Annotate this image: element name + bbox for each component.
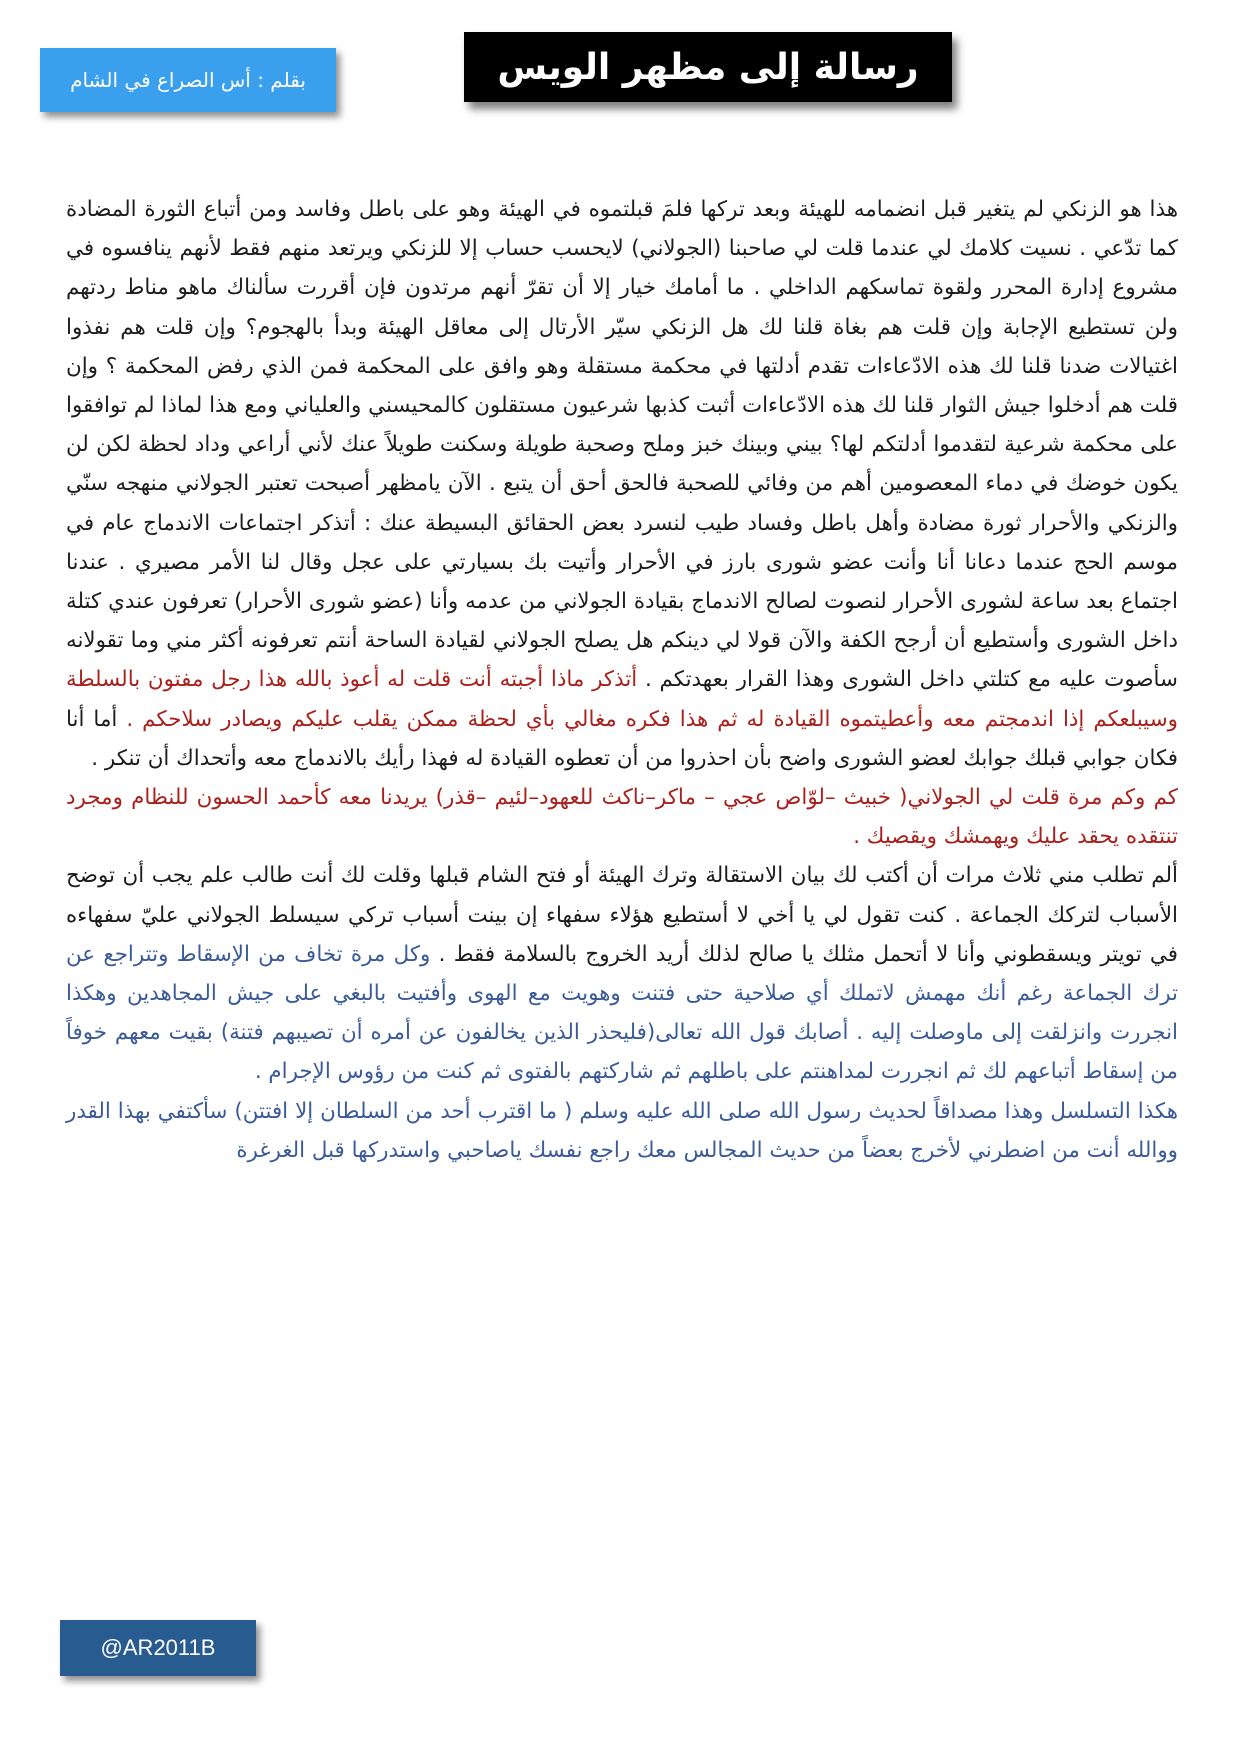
paragraph-1 xyxy=(66,190,1178,778)
page-title: رسالة إلى مظهر الويس xyxy=(497,46,919,88)
twitter-handle: @AR2011B xyxy=(100,1635,216,1660)
paragraph-3-highlight: وكل مرة تخاف من الإسقاط وتتراجع عن ترك الجماعة رغم أنك مهمش لاتملك أي صلاحية حتى فتنت وهويت مع الهوى وأفتيت بالبغي على جيش المجاهدين وهكذا انجررت وانزلقت إلى ماوصلت إليه . أصابك قول الله تعالى(فليحذر الذين يخالفون عن أمره أن تصيبهم فتنة) بقيت معهم خوفاً من إسقاط أتباعهم لك ثم انجررت لمداهنتم على باطلهم ثم شاركتهم بالفتوى ثم كنت من رؤوس الإجرام . xyxy=(66,941,1178,1085)
paragraph-4-text: هكذا التسلسل وهذا مصداقاً لحديث رسول الله صلى الله عليه وسلم ( ما اقترب أحد من السلطان إلا افتتن) سأكتفي بهذا القدر ووالله أنت من اضطرني لأخرج بعضاً من حديث المجالس معك راجع نفسك ياصاحبي واستدركها قبل الغرغرة xyxy=(66,1098,1178,1163)
author-byline: بقلم : أس الصراع في الشام xyxy=(70,68,306,92)
paragraph-1-text: هذا هو الزنكي لم يتغير قبل انضمامه للهيئة وبعد تركها فلمَ قبلتموه في الهيئة وهو على باطل وفاسد ومن أتباع الثورة المضادة كما تدّعي . نسيت كلامك لي عندما قلت لي صاحبنا (الجولاني) لايحسب حساب إلا للزنكي ويرتعد منهم فقط لأنهم ينافسوه في مشروع إدارة المحرر ولقوة تماسكهم الداخلي . ما أمامك خيار إلا أن تقرّ أنهم مرتدون فإن أقررت سألناك ماهو مناط ردتهم ولن تستطيع الإجابة وإن قلت هم بغاة قلنا لك هل الزنكي سيّر الأرتال إلى معاقل الهيئة وبدأ بالهجوم؟ وإن قلت هم نفذوا اغتيالات ضدنا قلنا لك هذه الادّعاءات تقدم أدلتها في محكمة مستقلة وهو وافق على المحكمة فمن الذي رفض المحكمة ؟ وإن قلت هم أدخلوا جيش الثوار قلنا لك هذه الادّعاءات أثبت كذبها شرعيون مستقلون كالمحيسني والعلياني ومع هذا لماذا لم توافقوا على محكمة شرعية لتقدموا أدلتكم لها؟ بيني وبينك خبز وملح وصحبة طويلة وسكنت طويلاً عنك لأني أراعي وداد لحظة لكن لن يكون خوضك في دماء المعصومين أهم من وفائي للصحبة فالحق أحق أن يتبع . الآن يامظهر أصبحت تعتبر الجولاني منهجه سنّي والزنكي والأحرار ثورة مضادة وأهل باطل وفساد طيب لنسرد بعض الحقائق البسيطة عنك : أتذكر اجتماعات الاندماج عام في موسم الحج عندما دعانا أنا وأنت عضو شورى بارز في الأحرار وأتيت بك بسيارتي على عجل وقال لنا الأمر مصيري . عندنا اجتماع بعد ساعة لشورى الأحرار لنصوت لصالح الاندماج بقيادة الجولاني من عدمه وأنا (عضو شورى الأحرار) تعرفون عندي كتلة داخل الشورى وأستطيع أن أرجح الكفة والآن قولا لي دينكم هل يصلح الجولاني لقيادة الساحة أنتم تعرفونه أكثر مني وما تقولانه سأصوت عليه مع كتلتي داخل الشورى وهذا القرار بعهدتكم . xyxy=(66,197,1178,693)
paragraph-2 xyxy=(66,778,1178,856)
title-banner xyxy=(464,32,952,102)
letter-body xyxy=(66,190,1178,1170)
twitter-handle-box xyxy=(60,1620,256,1676)
paragraph-3-text: ألم تطلب مني ثلاث مرات أن أكتب لك بيان الاستقالة وترك الهيئة أو فتح الشام قبلها وقلت لك أنت طالب علم يجب أن توضح الأسباب لتركك الجماعة . كنت تقول لي يا أخي لا أستطيع هؤلاء سفهاء إن بينت أسباب تركي سيسلط الجولاني عليّ سفهاءه في تويتر ويسقطوني وأنا لا أتحمل مثلك يا صالح لذلك أريد الخروج بالسلامة فقط . xyxy=(66,863,1178,967)
paragraph-4 xyxy=(66,1092,1178,1170)
paragraph-1-highlight: أتذكر ماذا أجبته أنت قلت له أعوذ بالله هذا رجل مفتون بالسلطة وسيبلعكم إذا اندمجتم معه وأعطيتموه القيادة له ثم هذا فكره مغالي بأي لحظة ممكن يقلب عليكم ويصادر سلاحكم . xyxy=(66,667,1178,732)
paragraph-1-tail: أما أنا فكان جوابي قبلك جوابك لعضو الشورى واضح بأن احذروا من أن تعطوه القيادة له فهذا رأيك بالاندماج معه وأتحداك أن تنكر . xyxy=(66,706,1178,771)
author-byline-box xyxy=(40,48,336,112)
paragraph-3 xyxy=(66,856,1178,1091)
paragraph-2-text: كم وكم مرة قلت لي الجولاني( خبيث –لوّاص عجي – ماكر–ناكث للعهود–لئيم –قذر) يريدنا معه كأحمد الحسون للنظام ومجرد تنتقده يحقد عليك ويهمشك ويقصيك . xyxy=(66,785,1178,850)
